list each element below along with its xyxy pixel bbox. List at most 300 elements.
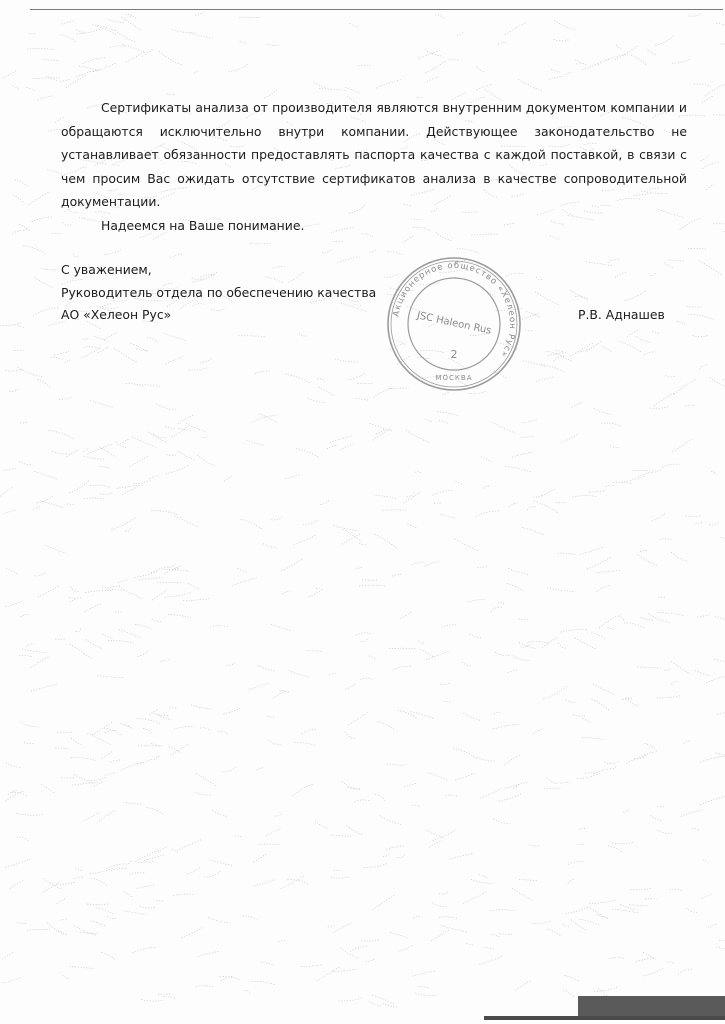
texture-stroke	[558, 643, 567, 648]
texture-stroke	[495, 652, 511, 656]
texture-stroke	[299, 333, 307, 336]
texture-stroke	[152, 619, 161, 621]
texture-stroke	[282, 592, 290, 594]
texture-stroke	[573, 715, 585, 716]
texture-stroke	[319, 89, 346, 91]
texture-stroke	[721, 44, 725, 45]
texture-stroke	[22, 649, 47, 653]
texture-stroke	[343, 529, 362, 542]
texture-stroke	[437, 412, 459, 416]
texture-stroke	[487, 292, 495, 297]
texture-stroke	[330, 436, 352, 443]
texture-stroke	[152, 510, 178, 514]
texture-stroke	[302, 729, 316, 734]
texture-stroke	[681, 810, 703, 817]
texture-stroke	[8, 790, 17, 795]
texture-stroke	[494, 819, 511, 824]
texture-stroke	[521, 436, 533, 438]
texture-stroke	[462, 662, 472, 666]
texture-stroke	[565, 975, 580, 981]
texture-stroke	[154, 756, 161, 760]
texture-stroke	[714, 224, 725, 225]
texture-stroke	[179, 452, 197, 461]
texture-stroke	[589, 491, 606, 493]
texture-stroke	[716, 947, 725, 949]
texture-stroke	[90, 868, 114, 874]
texture-stroke	[98, 346, 110, 353]
texture-stroke	[425, 50, 441, 56]
texture-stroke	[196, 986, 214, 987]
texture-stroke	[644, 743, 657, 751]
texture-stroke	[99, 466, 111, 468]
texture-stroke	[41, 268, 58, 270]
texture-stroke	[636, 554, 658, 566]
texture-stroke	[619, 341, 641, 352]
texture-stroke	[575, 638, 596, 649]
texture-stroke	[599, 614, 621, 628]
texture-stroke	[119, 629, 143, 638]
texture-stroke	[412, 805, 420, 807]
texture-stroke	[107, 916, 116, 918]
texture-stroke	[238, 568, 248, 571]
greeting: С уважением,	[61, 262, 152, 277]
texture-stroke	[622, 477, 645, 483]
texture-stroke	[92, 722, 113, 735]
texture-stroke	[249, 683, 270, 690]
texture-stroke	[384, 273, 400, 277]
texture-stroke	[709, 523, 718, 525]
texture-stroke	[533, 494, 544, 497]
texture-stroke	[519, 313, 538, 320]
texture-stroke	[45, 545, 65, 553]
texture-stroke	[439, 420, 448, 423]
texture-stroke	[411, 712, 434, 719]
texture-stroke	[594, 409, 612, 415]
texture-stroke	[431, 930, 449, 941]
texture-stroke	[334, 525, 359, 530]
texture-stroke	[26, 644, 34, 647]
texture-stroke	[172, 30, 195, 33]
texture-stroke	[697, 615, 710, 618]
texture-stroke	[315, 821, 328, 829]
texture-stroke	[31, 657, 49, 668]
texture-stroke	[643, 968, 663, 976]
texture-stroke	[271, 517, 282, 520]
texture-stroke	[166, 357, 184, 365]
texture-stroke	[200, 358, 212, 363]
texture-stroke	[29, 33, 37, 34]
texture-stroke	[449, 854, 474, 860]
texture-stroke	[186, 867, 201, 874]
texture-stroke	[46, 76, 59, 81]
texture-stroke	[426, 652, 448, 660]
texture-stroke	[519, 879, 538, 881]
texture-stroke	[587, 341, 602, 351]
texture-stroke	[135, 861, 153, 862]
texture-stroke	[702, 96, 713, 103]
texture-stroke	[0, 487, 13, 496]
texture-stroke	[77, 29, 102, 34]
texture-stroke	[418, 50, 440, 58]
texture-stroke	[655, 36, 673, 45]
texture-stroke	[60, 79, 70, 81]
texture-stroke	[417, 357, 431, 358]
texture-stroke	[172, 849, 178, 853]
texture-stroke	[42, 59, 59, 60]
texture-stroke	[576, 63, 582, 64]
texture-stroke	[716, 23, 725, 26]
texture-stroke	[57, 898, 66, 903]
texture-stroke	[579, 828, 588, 829]
texture-stroke	[454, 539, 478, 551]
texture-stroke	[347, 826, 363, 835]
texture-stroke	[442, 624, 456, 627]
texture-stroke	[342, 781, 361, 790]
texture-stroke	[340, 445, 353, 451]
texture-stroke	[658, 830, 672, 834]
texture-stroke	[142, 49, 153, 57]
texture-stroke	[547, 929, 561, 936]
texture-stroke	[469, 634, 482, 638]
texture-stroke	[350, 23, 359, 27]
texture-stroke	[689, 13, 702, 16]
texture-stroke	[9, 389, 18, 392]
letter-body	[61, 96, 687, 237]
texture-stroke	[707, 185, 714, 190]
texture-stroke	[508, 568, 528, 575]
texture-stroke	[333, 923, 351, 933]
texture-stroke	[257, 768, 264, 770]
texture-stroke	[109, 20, 124, 23]
texture-stroke	[253, 854, 266, 862]
texture-stroke	[268, 716, 276, 717]
texture-stroke	[125, 527, 131, 531]
texture-stroke	[700, 796, 725, 804]
texture-stroke	[0, 322, 21, 325]
texture-stroke	[705, 84, 725, 96]
texture-stroke	[696, 522, 703, 523]
texture-stroke	[479, 875, 489, 879]
texture-stroke	[373, 430, 390, 441]
texture-stroke	[477, 758, 496, 762]
texture-stroke	[149, 710, 158, 716]
texture-stroke	[426, 830, 443, 837]
texture-stroke	[451, 260, 466, 266]
texture-stroke	[52, 233, 61, 234]
texture-stroke	[36, 496, 53, 504]
texture-stroke	[703, 860, 709, 862]
texture-stroke	[56, 748, 70, 749]
texture-stroke	[439, 917, 457, 919]
texture-stroke	[186, 424, 207, 433]
texture-stroke	[678, 969, 692, 974]
texture-stroke	[666, 375, 675, 377]
svg-text:Акционерное общество «Хелеон Р	[391, 261, 517, 359]
texture-stroke	[403, 492, 420, 503]
texture-stroke	[4, 510, 16, 514]
texture-stroke	[18, 325, 24, 328]
texture-stroke	[433, 830, 457, 841]
texture-stroke	[362, 580, 379, 581]
texture-stroke	[116, 442, 127, 448]
texture-stroke	[19, 655, 33, 657]
texture-stroke	[131, 343, 148, 352]
texture-stroke	[174, 516, 198, 527]
signer-position: Руководитель отдела по обеспечению качества	[61, 284, 377, 300]
texture-stroke	[406, 491, 415, 496]
texture-stroke	[170, 254, 184, 258]
texture-stroke	[534, 501, 558, 513]
texture-stroke	[13, 86, 20, 90]
texture-stroke	[686, 908, 698, 913]
texture-stroke	[444, 701, 452, 702]
texture-stroke	[77, 69, 100, 76]
texture-stroke	[445, 795, 459, 797]
texture-stroke	[432, 490, 453, 495]
texture-stroke	[418, 641, 424, 643]
texture-stroke	[563, 990, 575, 997]
texture-stroke	[139, 385, 161, 387]
texture-stroke	[220, 976, 240, 979]
texture-stroke	[626, 697, 638, 705]
texture-stroke	[246, 440, 264, 446]
texture-stroke	[331, 877, 350, 878]
texture-stroke	[259, 844, 282, 845]
texture-stroke	[76, 868, 82, 870]
texture-stroke	[529, 845, 540, 846]
texture-stroke	[200, 728, 209, 730]
texture-stroke	[32, 217, 52, 222]
texture-stroke	[97, 908, 114, 915]
texture-stroke	[69, 967, 94, 969]
texture-stroke	[292, 784, 312, 796]
texture-stroke	[129, 873, 146, 875]
texture-stroke	[110, 46, 126, 47]
texture-stroke	[667, 962, 675, 964]
texture-stroke	[4, 468, 18, 470]
texture-stroke	[587, 557, 611, 570]
texture-stroke	[568, 879, 575, 883]
texture-stroke	[104, 250, 121, 255]
texture-stroke	[650, 407, 668, 408]
texture-stroke	[52, 451, 70, 454]
texture-stroke	[570, 343, 593, 356]
texture-stroke	[87, 904, 108, 905]
texture-stroke	[47, 923, 64, 934]
texture-stroke	[334, 870, 342, 871]
texture-stroke	[79, 66, 98, 71]
texture-stroke	[404, 783, 417, 787]
texture-stroke	[509, 503, 518, 506]
texture-stroke	[120, 438, 129, 443]
texture-stroke	[259, 414, 277, 423]
texture-stroke	[376, 496, 398, 499]
texture-stroke	[519, 643, 536, 649]
texture-stroke	[115, 611, 122, 613]
texture-stroke	[74, 926, 97, 936]
texture-stroke	[80, 932, 98, 933]
texture-stroke	[178, 415, 194, 424]
texture-stroke	[601, 423, 621, 426]
texture-stroke	[594, 769, 608, 773]
texture-stroke	[699, 365, 706, 370]
texture-stroke	[640, 550, 648, 551]
texture-stroke	[372, 995, 395, 1004]
texture-stroke	[499, 934, 513, 935]
texture-stroke	[309, 591, 321, 597]
texture-stroke	[671, 661, 690, 673]
texture-stroke	[197, 455, 215, 466]
texture-stroke	[164, 565, 182, 574]
texture-stroke	[222, 767, 236, 772]
texture-stroke	[257, 666, 275, 672]
texture-stroke	[386, 764, 406, 765]
texture-stroke	[406, 430, 429, 442]
texture-stroke	[627, 331, 638, 337]
texture-stroke	[379, 816, 402, 825]
texture-stroke	[263, 544, 277, 549]
texture-stroke	[132, 437, 156, 448]
texture-stroke	[132, 947, 157, 953]
texture-stroke	[515, 981, 530, 991]
texture-stroke	[5, 601, 23, 607]
texture-stroke	[522, 527, 546, 535]
texture-stroke	[218, 731, 228, 734]
texture-stroke	[76, 628, 81, 631]
texture-stroke	[160, 659, 171, 661]
texture-stroke	[104, 728, 121, 735]
texture-stroke	[104, 333, 117, 340]
texture-stroke	[397, 341, 406, 344]
texture-stroke	[512, 888, 533, 900]
texture-stroke	[615, 46, 638, 60]
texture-stroke	[254, 879, 275, 885]
texture-stroke	[695, 671, 710, 676]
texture-stroke	[706, 676, 725, 683]
texture-stroke	[196, 773, 217, 786]
texture-stroke	[604, 762, 618, 764]
texture-stroke	[102, 634, 112, 639]
texture-stroke	[174, 726, 194, 729]
texture-stroke	[296, 448, 318, 457]
texture-stroke	[619, 617, 625, 621]
texture-stroke	[658, 597, 666, 598]
texture-stroke	[159, 51, 183, 65]
texture-stroke	[598, 59, 609, 65]
texture-stroke	[575, 296, 588, 298]
texture-stroke	[407, 307, 430, 314]
texture-stroke	[83, 347, 101, 349]
texture-stroke	[568, 862, 584, 865]
texture-stroke	[563, 924, 570, 927]
texture-stroke	[590, 908, 608, 919]
texture-stroke	[94, 781, 103, 786]
texture-stroke	[546, 778, 557, 784]
texture-stroke	[561, 434, 579, 443]
texture-stroke	[20, 722, 39, 728]
texture-stroke	[420, 283, 439, 285]
texture-stroke	[6, 763, 21, 768]
texture-stroke	[125, 725, 133, 729]
texture-stroke	[387, 295, 400, 296]
texture-stroke	[412, 971, 436, 976]
texture-stroke	[241, 519, 263, 529]
texture-stroke	[83, 449, 88, 452]
texture-stroke	[440, 514, 456, 519]
texture-stroke	[319, 387, 335, 395]
texture-stroke	[636, 957, 656, 961]
texture-stroke	[76, 30, 85, 33]
texture-stroke	[138, 759, 153, 765]
texture-stroke	[317, 967, 340, 981]
texture-stroke	[333, 241, 344, 242]
company-stamp	[384, 254, 524, 394]
texture-stroke	[533, 728, 543, 734]
texture-stroke	[392, 574, 403, 576]
texture-stroke	[522, 419, 536, 423]
texture-stroke	[420, 649, 434, 656]
texture-stroke	[558, 553, 577, 555]
texture-stroke	[554, 356, 565, 361]
texture-stroke	[541, 364, 565, 372]
texture-stroke	[670, 889, 684, 891]
texture-stroke	[527, 507, 537, 510]
texture-stroke	[341, 948, 360, 959]
texture-stroke	[3, 70, 18, 79]
texture-stroke	[453, 748, 477, 759]
texture-stroke	[335, 359, 360, 362]
texture-stroke	[60, 919, 67, 920]
texture-stroke	[62, 777, 75, 778]
texture-stroke	[142, 1000, 164, 1002]
texture-stroke	[62, 21, 75, 24]
texture-stroke	[359, 543, 365, 545]
texture-stroke	[6, 859, 31, 868]
texture-stroke	[551, 69, 561, 72]
texture-stroke	[106, 590, 124, 591]
texture-stroke	[345, 732, 355, 739]
texture-stroke	[657, 806, 665, 807]
texture-stroke	[143, 729, 151, 734]
texture-stroke	[240, 41, 247, 43]
texture-stroke	[123, 802, 142, 804]
texture-stroke	[633, 471, 656, 472]
texture-stroke	[387, 252, 401, 255]
texture-stroke	[153, 713, 169, 715]
texture-stroke	[432, 903, 448, 907]
texture-stroke	[505, 782, 529, 789]
texture-stroke	[672, 59, 691, 64]
texture-stroke	[685, 515, 701, 516]
texture-stroke	[15, 180, 28, 187]
texture-stroke	[408, 524, 418, 528]
texture-stroke	[250, 243, 272, 244]
texture-stroke	[212, 811, 226, 817]
texture-stroke	[190, 33, 214, 38]
texture-stroke	[577, 774, 599, 779]
texture-stroke	[183, 598, 211, 600]
texture-stroke	[610, 446, 619, 447]
texture-stroke	[117, 485, 143, 489]
texture-stroke	[413, 916, 419, 918]
texture-stroke	[188, 584, 200, 590]
texture-stroke	[372, 895, 395, 910]
texture-stroke	[612, 909, 639, 913]
texture-stroke	[83, 58, 107, 64]
texture-stroke	[177, 839, 202, 850]
texture-stroke	[710, 378, 725, 388]
texture-stroke	[660, 539, 672, 540]
